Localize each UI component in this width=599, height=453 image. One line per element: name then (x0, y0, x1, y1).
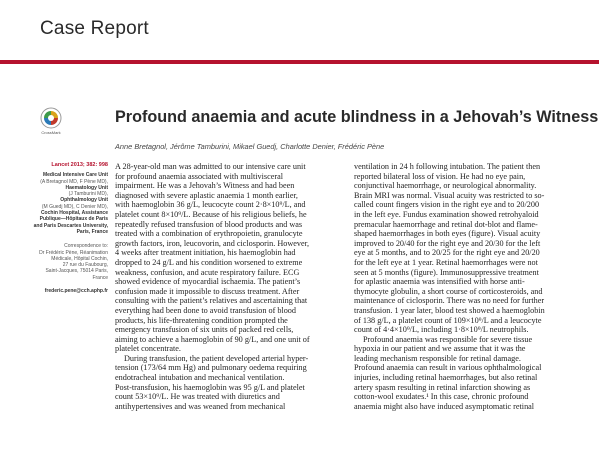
body-text-line: shaped haemorrhages in both eyes (figure). Visual acuity (354, 229, 541, 239)
correspondence (4, 243, 108, 281)
section-title: Case Report (40, 18, 149, 39)
body-text-line: dropped to 24 g/L and his condition worsened to extreme (115, 257, 303, 267)
body-text-line: consulting with the patient’s relatives and ascertaining that (115, 296, 308, 306)
body-text-line: growth factors, iron, leucovorin, and ciclosporin. However, (115, 238, 310, 248)
body-text-line: thymocyte globulin, a short course of corticosteroids, and (354, 286, 543, 296)
body-text-line: weakness, confusion, and acute respiratory failure. ECG (115, 267, 300, 277)
correspondence-line: Correspondence to: (64, 243, 108, 250)
body-text-line: Profound anaemia can result in various ophthalmological (354, 363, 542, 373)
correspondence-line: 27 rue du Faubourg, (62, 262, 108, 269)
body-text-line: count of 4·4×10⁹/L, including 1·8×10⁹/L neutrophils. (354, 325, 529, 335)
body-column-1 (115, 162, 347, 411)
correspondence-line: Dr Frédéric Pène, Réanimation (39, 249, 108, 256)
crossmark-badge[interactable] (34, 107, 68, 135)
body-text-line: tension (173/64 mm Hg) and pulmonary oedema requiring (115, 363, 307, 373)
affiliation-line: Cochin Hospital, Assistance (40, 210, 108, 217)
citation-text: Lancet 2013; 382: 998 (51, 162, 108, 168)
affiliation-line: (M Guedj MD), C Denier MD), (41, 203, 108, 210)
affiliation-line: Medical Intensive Care Unit (42, 172, 108, 179)
email-link[interactable]: frederic.pene@cch.aphp.fr (44, 288, 108, 295)
body-text-line: conjunctival haemorrhage, or neurological abnormality. (354, 181, 537, 191)
correspondence-line: Saint-Jacques, 75014 Paris, (45, 268, 108, 275)
body-text-line: ventilation in 24 h following intubation. The patient then (354, 162, 541, 171)
body-text-line: everything had been done to avoid transfusion of blood (115, 305, 296, 315)
affiliation-line: (A Bretagnol MD, F Pène MD), (40, 178, 108, 185)
body-text-line: hypoxia in our patient and we assume that it was the (354, 344, 526, 354)
body-text-line: products, his life-threatening condition prompted the (115, 315, 288, 325)
body-text-line: premacular haemorrhage and retinal dot-blot and flame- (354, 219, 538, 229)
body-text-line: diagnosed with severe aplastic anaemia 1 month earlier, (115, 190, 298, 200)
crossmark-label: CrossMark (41, 130, 61, 135)
body-text-line: Brain MRI was normal. Visual acuity was restricted to so- (354, 190, 545, 200)
body-text-line: with haemoglobin 36 g/L, leucocyte count 2·8×10⁹/L, and (115, 200, 306, 210)
body-text-line: leading mechanism responsible for retinal damage. (354, 353, 521, 363)
affiliation-line: (J Tamburini MD), (68, 191, 108, 198)
body-text-line: platelet count 8×10⁹/L. Because of his religious beliefs, he (115, 209, 307, 219)
crossmark-icon (40, 107, 62, 129)
author-list: Anne Bretagnol, Jérôme Tamburini, Mikael Guedj, Charlotte Denier, Frédéric Pène (115, 142, 385, 151)
body-text-line: seen at 5 months (figure). Immunosuppressive treatment (354, 267, 539, 277)
body-text-line: platelet concentrate. (115, 344, 181, 354)
affiliations (4, 172, 108, 235)
affiliation-line: Ophthalmology Unit (60, 197, 108, 204)
body-text-line: treated with a combination of erythropoietin, granulocyte (115, 229, 303, 239)
body-text-line: of 138 g/L, a platelet count of 109×10⁹/L and a leucocyte (354, 315, 542, 325)
body-text-line: for aplastic anaemia was intensified with horse anti- (354, 277, 525, 287)
body-text-line: called count fingers vision in the right eye and to 20/200 (354, 200, 540, 210)
body-text-line: repeatedly refused transfusion of blood products and was (115, 219, 303, 229)
body-text-line: emergency transfusion of six units of packed red cells, (115, 325, 294, 335)
body-text-line: for the left eye at 1 year. Retinal haemorrhages were not (354, 257, 538, 267)
body-text-line: Post-transfusion, his haemoglobin was 95 g/L and platelet (115, 382, 305, 392)
body-text-line: impairment. He was a Jehovah’s Witness and had been (115, 181, 295, 191)
body-text-line: endotracheal intubation and mechanical ventilation. (115, 373, 285, 383)
affiliation-line: and Paris Descartes University, (33, 222, 108, 229)
body-text-line: A 28-year-old man was admitted to our intensive care unit (115, 162, 306, 171)
body-column-2 (354, 162, 586, 411)
body-text-line: Profound anaemia was responsible for severe tissue (363, 334, 533, 344)
body-text-line: improved to 20/40 for the right eye and 20/30 for the left (354, 238, 541, 248)
body-text-line: aiming to achieve a haemoglobin of 90 g/L, and one unit of (115, 334, 310, 344)
body-text-line: cotton-wool exudates.¹ In this case, chronic profound (354, 392, 529, 402)
body-text-line: antihypertensives and was weaned from mechanical (115, 401, 286, 411)
body-text-line: artery spasm resulting in retinal infarction showing as (354, 382, 531, 392)
body-text-line: for profound anaemia associated with multivisceral (115, 171, 284, 181)
body-text-line: During transfusion, the patient developed arterial hyper- (124, 353, 309, 363)
affiliation-line: Paris, France (76, 228, 108, 235)
body-text-line: 4 weeks after treatment initiation, his haemoglobin had (115, 248, 296, 258)
body-text-line: showed evidence of myocardial ischaemia. The patient’s (115, 277, 301, 287)
correspondence-line: Médicale, Hôpital Cochin, (51, 255, 108, 262)
body-text-line: confusion made it impossible to discuss treatment. After (115, 286, 300, 296)
citation (4, 162, 108, 168)
body-text-line: injuries, including retinal haemorrhages, but also retinal (354, 373, 538, 383)
body-text-line: maintenance of ciclosporin. There was no need for further (354, 296, 545, 306)
article-title: Profound anaemia and acute blindness in a Jehovah’s Witness (115, 108, 599, 126)
correspondence-line: France (92, 274, 108, 281)
body-text-line: in the left eye. Fundus examination showed retrohyaloid (354, 209, 539, 219)
body-text-line: reported bilateral loss of vision. He had no eye pain, (354, 171, 526, 181)
affiliation-line: Publique—Hôpitaux de Paris (39, 216, 108, 223)
header-rule (0, 60, 599, 64)
body-text-line: eye at 5 months, and to 20/25 for the right eye and 20/20 (354, 248, 540, 258)
body-text-line: transfusion. 1 year later, blood test showed a haemoglobin (354, 305, 545, 315)
affiliation-line: Haematology Unit (65, 184, 108, 191)
body-text-line: anaemia might also have induced asymptomatic retinal (354, 401, 535, 411)
body-text-line: count 53×10⁹/L. He was treated with diuretics and (115, 392, 280, 402)
sidebar (4, 162, 108, 294)
